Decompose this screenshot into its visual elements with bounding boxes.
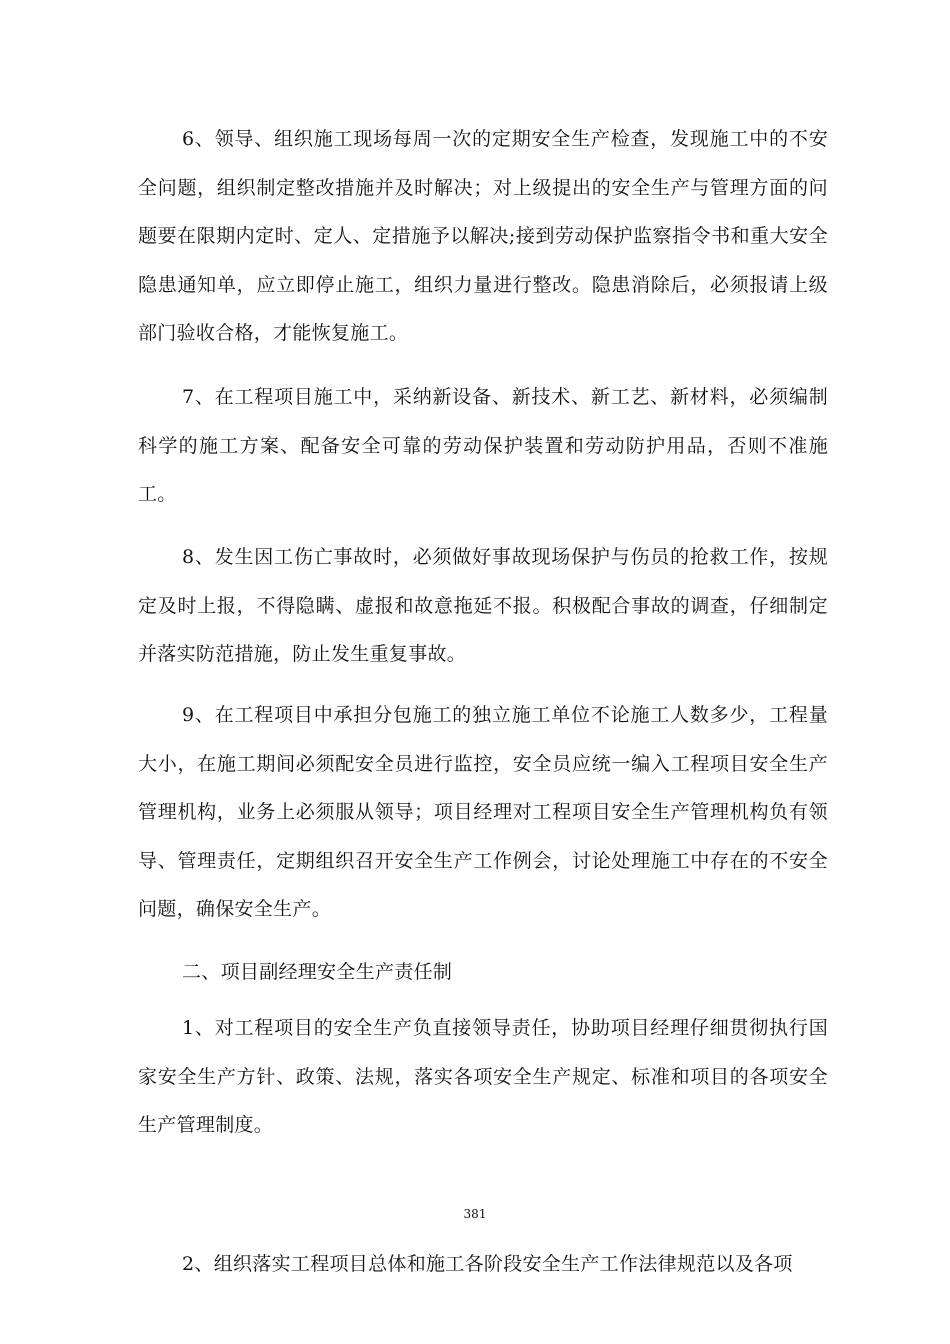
paragraph-9: 9、在工程项目中承担分包施工的独立施工单位不论施工人数多少，工程量大小，在施工期间必须配安全员进行监控，安全员应统一编入工程项目安全生产管理机构，业务上必须服从领导；项目经理对工程项目安全生产管理机构负有领导、管理责任，定期组织召开安全生产工作例会，讨论处理施工中存在的不安全问题，确保安全生产。 (138, 704, 828, 920)
section-heading: 二、项目副经理安全生产责任制 (182, 961, 453, 983)
paragraph-8: 8、发生因工伤亡事故时，必须做好事故现场保护与伤员的抢救工作，按规定及时上报，不得隐瞒、虚报和故意拖延不报。积极配合事故的调查，仔细制定并落实防范措施，防止发生重复事故。 (138, 546, 828, 665)
page-number: 381 (463, 1207, 487, 1221)
paragraph-7: 7、在工程项目施工中，采纳新设备、新技术、新工艺、新材料，必须编制科学的施工方案、配备安全可靠的劳动保护装置和劳动防护用品，否则不准施工。 (138, 386, 828, 505)
paragraph-6: 6、领导、组织施工现场每周一次的定期安全生产检查，发现施工中的不安全问题，组织制定整改措施并及时解决；对上级提出的安全生产与管理方面的问题要在限期内定时、定人、定措施予以解决;接到劳动保护监察指令书和重大安全隐患通知单，应立即停止施工，组织力量进行整改。隐患消除后，必须报请上级部门验收合格，才能恢复施工。 (138, 128, 828, 344)
next-page-paragraph: 2、组织落实工程项目总体和施工各阶段安全生产工作法律规范以及各项 (182, 1253, 793, 1275)
section-paragraph-1: 1、对工程项目的安全生产负直接领导责任，协助项目经理仔细贯彻执行国家安全生产方针、政策、法规，落实各项安全生产规定、标准和项目的各项安全生产管理制度。 (138, 1017, 828, 1136)
